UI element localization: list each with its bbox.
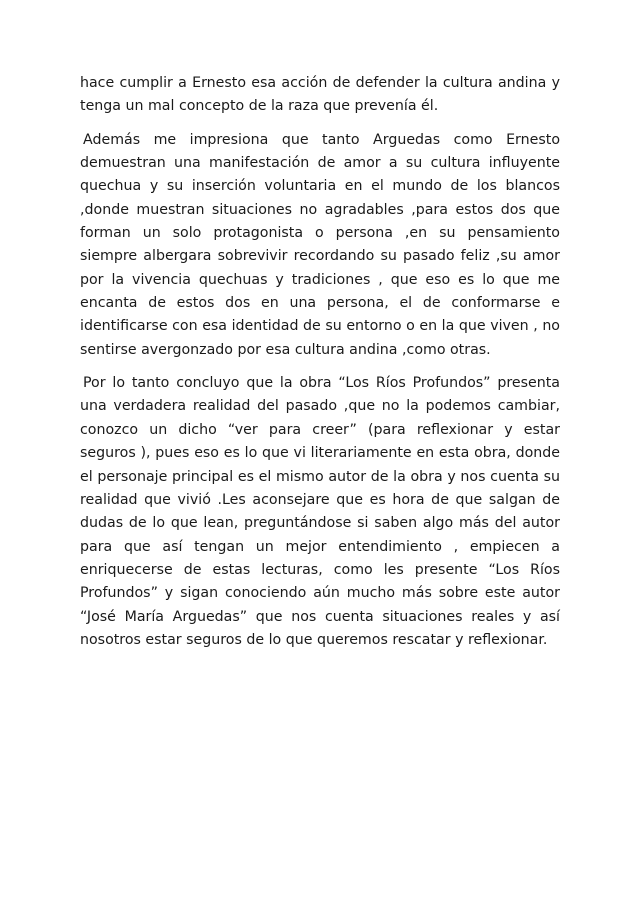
paragraph-2: Además me impresiona que tanto Arguedas como Ernesto demuestran una manifestación de amor a su cultura influyente quechua y su inserción voluntaria en el mundo de los blancos ,donde muestran situaciones no agradables ,para estos dos que forman un solo protagonista o persona ,en su pensamiento siempre albergara sobrevivir recordando su pasado feliz ,su amor por la vivencia quechuas y tradiciones , que eso es lo que me encanta de estos dos en una persona, el de conformarse e identificarse con esa identidad de su entorno o en la que viven , no sentirse avergonzado por esa cultura andina ,como otras. [80, 131, 560, 358]
paragraph-3: Por lo tanto concluyo que la obra “Los Ríos Profundos” presenta una verdadera realidad del pasado ,que no la podemos cambiar, conozco un dicho “ver para creer” (para reflexionar y estar seguros ), pues eso es lo que vi literariamente en esta obra, donde el personaje principal es el mismo autor de la obra y nos cuenta su realidad que vivió .Les aconsejare que es hora de que salgan de dudas de lo que lean, preguntándose si saben algo más del autor para que así tengan un mejor entendimiento , empiecen a enriquecerse de estas lecturas, como les presente “Los Ríos Profundos” y sigan conociendo aún mucho más sobre este autor “José María Arguedas” que nos cuenta situaciones reales y así nosotros estar seguros de lo que queremos rescatar y reflexionar. [80, 375, 560, 648]
document-body [80, 72, 560, 662]
paragraph-1: hace cumplir a Ernesto esa acción de defender la cultura andina y tenga un mal concepto de la raza que prevenía él. [80, 75, 560, 115]
